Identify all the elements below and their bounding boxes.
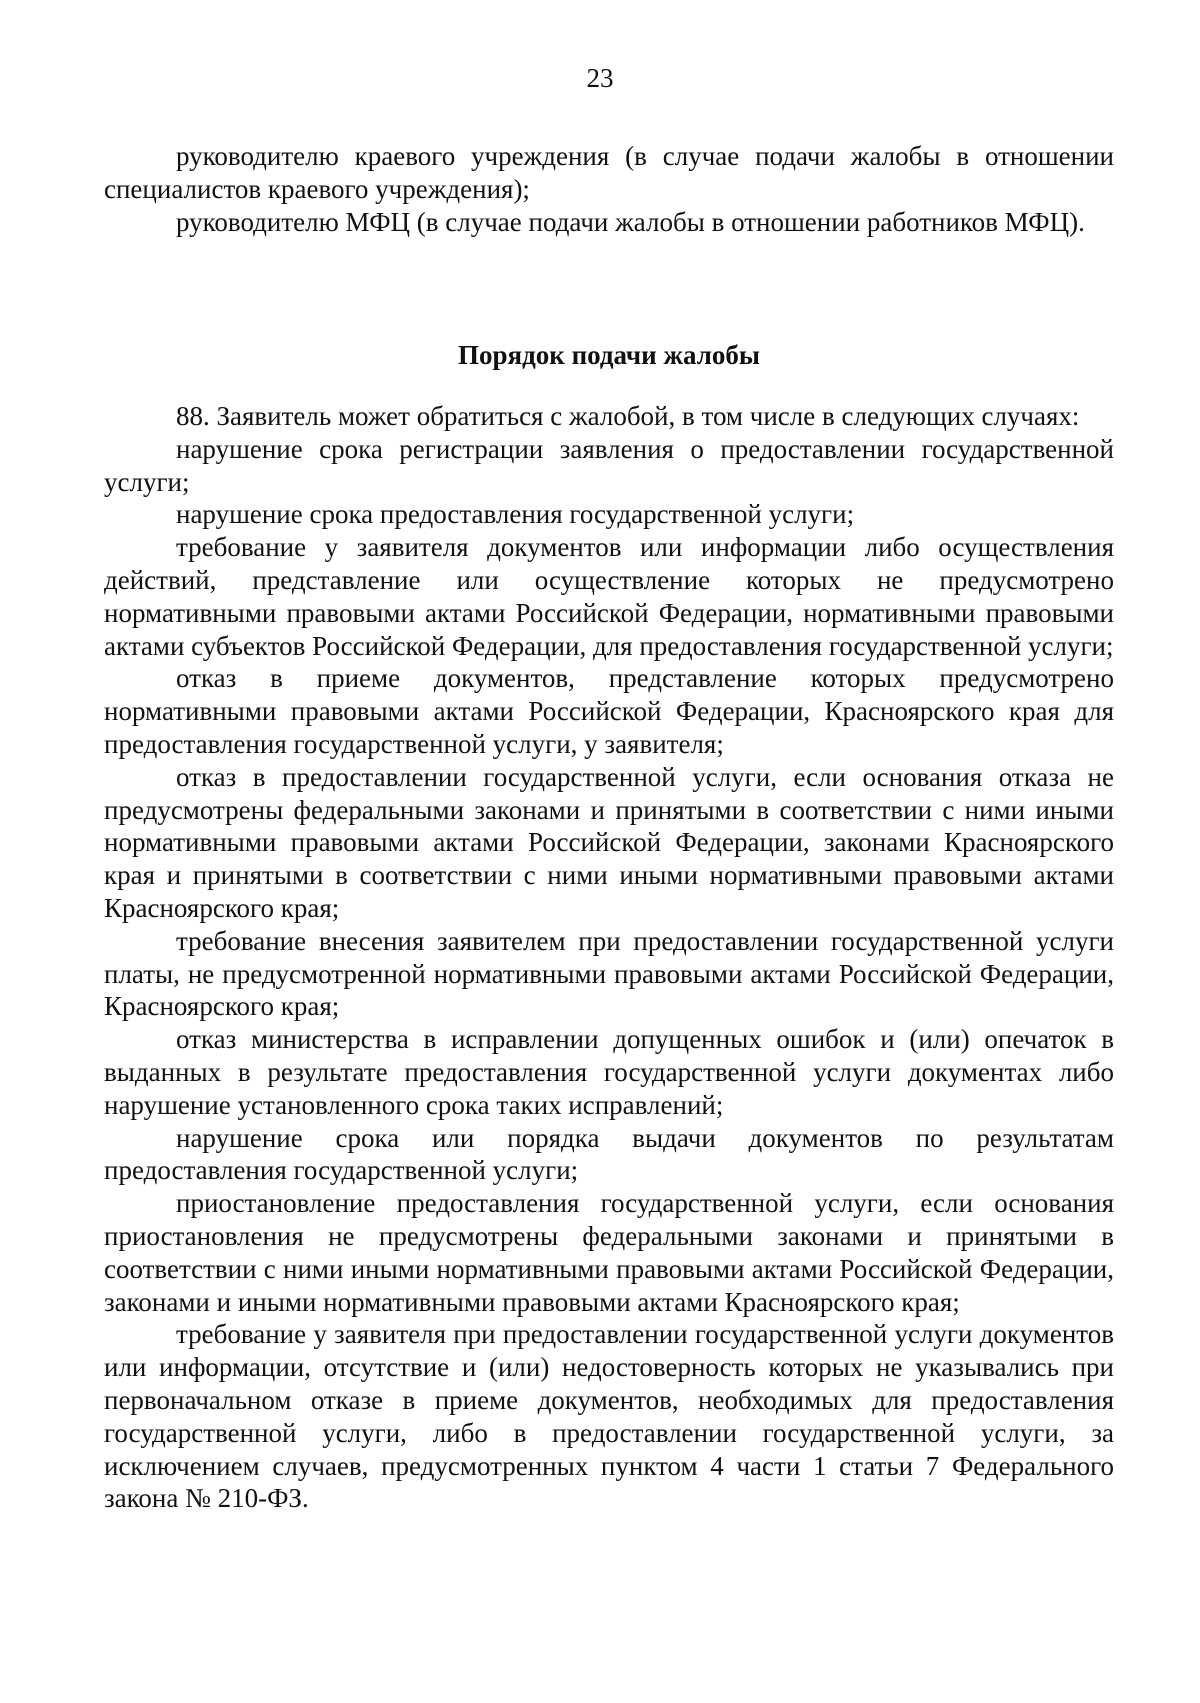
- intro-item: руководителю МФЦ (в случае подачи жалобы в отношении работников МФЦ).: [176, 206, 1085, 237]
- intro-item: руководителю краевого учреждения (в случае подачи жалобы в отношении специалистов краевого учреждения);: [104, 141, 1114, 204]
- section-body: [104, 400, 1114, 1515]
- intro-list: [104, 140, 1114, 238]
- paragraph-item: отказ в приеме документов, представление которых предусмотрено нормативными правовыми актами Российской Федерации, Красноярского края для предоставления государственной услуги, у заявителя;: [104, 663, 1114, 759]
- paragraph-item: приостановление предоставления государственной услуги, если основания приостановления не предусмотрены федеральными законами и принятыми в соответствии с ними иными нормативными правовыми актами Российской Федерации, законами и иными нормативными правовыми актами Красноярского края;: [104, 1188, 1114, 1317]
- paragraph-item: требование у заявителя при предоставлении государственной услуги документов или информации, отсутствие и (или) недостоверность которых не указывались при первоначальном отказе в приеме документов, необходимых для предоставления государственной услуги, либо в предоставлении государственной услуги, за исключением случаев, предусмотренных пунктом 4 части 1 статьи 7 Федерального закона № 210-ФЗ.: [104, 1319, 1114, 1514]
- paragraph-item: требование внесения заявителем при предоставлении государственной услуги платы, не предусмотренной нормативными правовыми актами Российской Федерации, Красноярского края;: [104, 925, 1114, 1022]
- section-heading: Порядок подачи жалобы: [457, 340, 761, 370]
- paragraph-item: отказ в предоставлении государственной услуги, если основания отказа не предусмотрены федеральными законами и принятыми в соответствии с ними иными нормативными правовыми актами Российской Федерации, законами Красноярского края и принятыми в соответствии с ними иными нормативными правовыми актами Красноярского края;: [104, 761, 1114, 923]
- page-number: 23: [586, 63, 614, 93]
- paragraph-88-intro: 88. Заявитель может обратиться с жалобой, в том числе в следующих случаях:: [176, 401, 1080, 431]
- paragraph-item: нарушение срока или порядка выдачи документов по результатам предоставления государственной услуги;: [104, 1122, 1114, 1186]
- paragraph-item: нарушение срока предоставления государственной услуги;: [176, 499, 855, 530]
- section-heading-block: [104, 339, 1114, 372]
- paragraph-item: требование у заявителя документов или информации либо осуществления действий, представление или осуществление которых не предусмотрено нормативными правовыми актами Российской Федерации, нормативными правовыми актами субъектов Российской Федерации, для предоставления государственной услуги;: [104, 532, 1114, 661]
- paragraph-item: нарушение срока регистрации заявления о предоставлении государственной услуги;: [104, 433, 1114, 497]
- paragraph-item: отказ министерства в исправлении допущенных ошибок и (или) опечаток в выданных в результате предоставления государственной услуги документах либо нарушение установленного срока таких исправлений;: [104, 1024, 1114, 1120]
